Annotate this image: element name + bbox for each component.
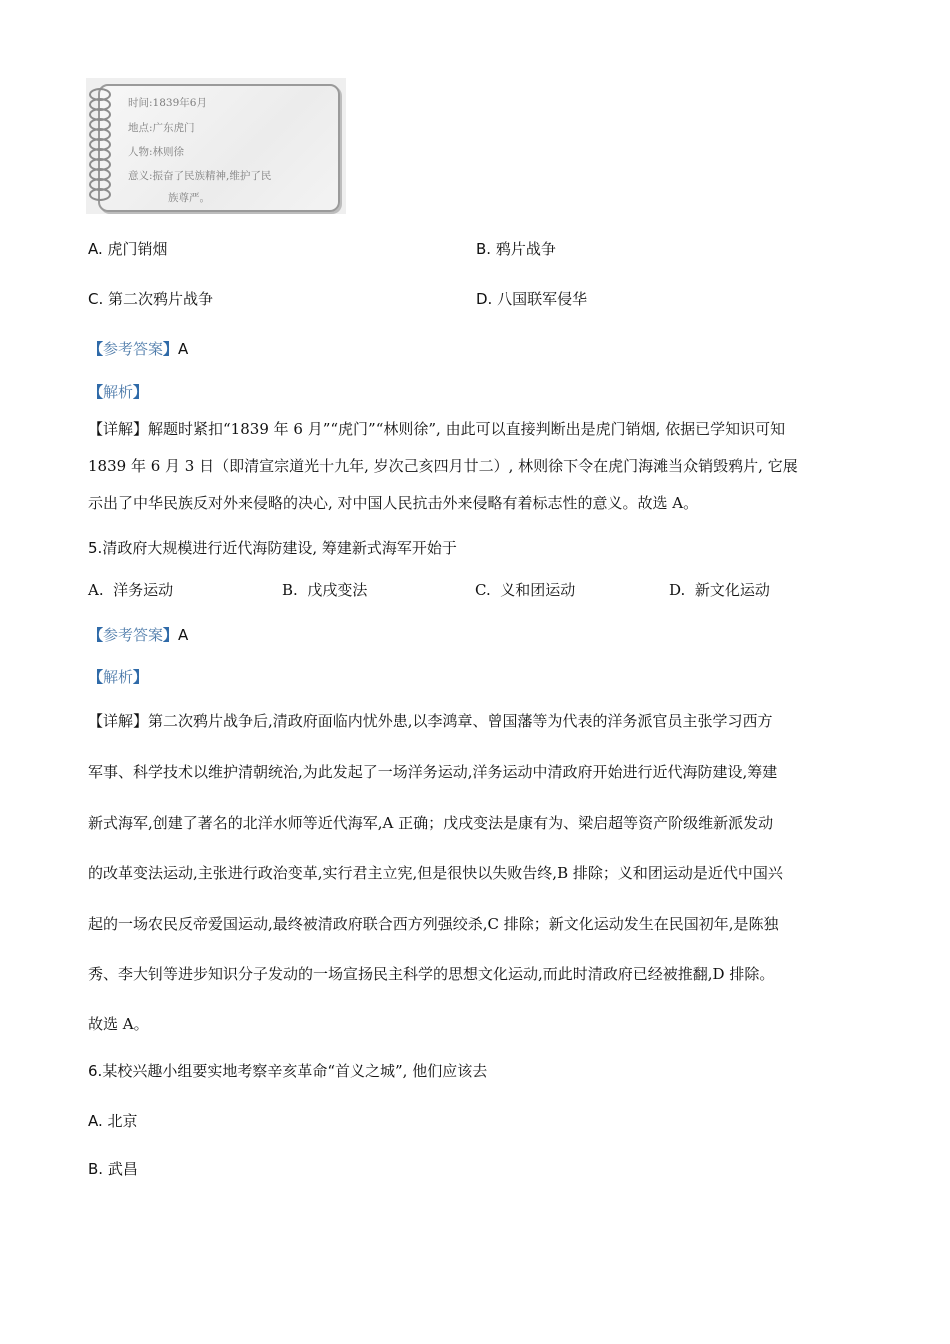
q5-option-c[interactable] [475, 579, 575, 600]
question-text: 清政府大规模进行近代海防建设, 筹建新式海军开始于 [102, 539, 457, 557]
notebook-line-place: 地点:广东虎门 [128, 122, 195, 134]
option-letter: C. [88, 290, 104, 308]
detail-text: 第二次鸦片战争后,清政府面临内忧外患,以李鸿章、曾国藩等为代表的洋务派官员主张学习西方 [148, 712, 773, 730]
q5-detail-line-2: 军事、科学技术以维护清朝统治,为此发起了一场洋务运动,洋务运动中清政府开始进行近代海防建设,筹建 [88, 763, 778, 781]
question-number: 5. [88, 539, 103, 557]
q4-option-a[interactable] [88, 238, 168, 259]
option-text: 北京 [107, 1112, 138, 1130]
q4-option-d[interactable] [476, 288, 587, 309]
option-text: 八国联军侵华 [497, 290, 588, 308]
notebook-image [86, 78, 346, 214]
option-letter: D. [669, 581, 686, 599]
answer-label: 参考答案 [103, 626, 164, 644]
q6-question [88, 1060, 487, 1081]
analysis-label: 解析 [103, 668, 134, 686]
detail-text: 解题时紧扣“1839 年 6 月”“虎门”“林则徐”, 由此可以直接判断出是虎门销烟, 依据已学知识可知 [148, 420, 786, 438]
q6-option-b[interactable] [88, 1158, 138, 1179]
q5-detail-line-6: 秀、李大钊等进步知识分子发动的一场宣扬民主科学的思想文化运动,而此时清政府已经被推翻,D 排除。 [88, 965, 775, 983]
q5-detail-line-4: 的改革变法运动,主张进行政治变革,实行君主立宪,但是很快以失败告终,B 排除；义和团运动是近代中国兴 [88, 864, 783, 882]
option-text: 戊戌变法 [307, 581, 368, 599]
option-text: 鸦片战争 [495, 240, 556, 258]
q6-option-a[interactable] [88, 1110, 138, 1131]
q4-detail-line-2: 1839 年 6 月 3 日（即清宣宗道光十九年, 岁次己亥四月廿二）, 林则徐下令在虎门海滩当众销毁鸦片, 它展 [88, 457, 798, 475]
q4-option-c[interactable] [88, 288, 213, 309]
option-letter: A. [88, 1112, 103, 1130]
option-text: 武昌 [107, 1160, 138, 1178]
notebook-line-meaning-cont: 族尊严。 [168, 192, 210, 204]
q4-analysis-heading [88, 381, 148, 402]
q5-question [88, 537, 457, 558]
option-letter: B. [476, 240, 492, 258]
option-letter: B. [88, 1160, 104, 1178]
detail-label: 【详解】 [88, 420, 149, 438]
bracket-open: 【 [88, 668, 104, 686]
q5-detail-line-5: 起的一场农民反帝爱国运动,最终被清政府联合西方列强绞杀,C 排除；新文化运动发生在民国初年,是陈独 [88, 915, 779, 933]
q5-detail-line-1 [88, 710, 773, 731]
bracket-open: 【 [88, 340, 104, 358]
q5-answer [88, 624, 188, 645]
q4-detail-line-1 [88, 418, 785, 439]
option-letter: A. [88, 581, 104, 599]
option-text: 新文化运动 [694, 581, 770, 599]
q5-option-a[interactable] [88, 579, 173, 600]
notebook-line-meaning: 意义:振奋了民族精神,维护了民 [128, 170, 272, 182]
analysis-label: 解析 [103, 383, 134, 401]
notebook-line-time: 时间:1839年6月 [128, 97, 207, 109]
option-text: 洋务运动 [113, 581, 174, 599]
option-letter: D. [476, 290, 493, 308]
bracket-close: 】 [133, 383, 149, 401]
spiral-rings-icon [89, 88, 111, 204]
question-number: 6. [88, 1062, 103, 1080]
q4-detail-line-3: 示出了中华民族反对外来侵略的决心, 对中国人民抗击外来侵略有着标志性的意义。故选 A。 [88, 494, 699, 512]
bracket-close: 】 [163, 340, 179, 358]
q4-option-b[interactable] [476, 238, 556, 259]
q5-detail-line-7: 故选 A。 [88, 1015, 149, 1033]
answer-label: 参考答案 [103, 340, 164, 358]
bracket-close: 】 [163, 626, 179, 644]
option-text: 义和团运动 [500, 581, 576, 599]
option-letter: B. [282, 581, 298, 599]
detail-label: 【详解】 [88, 712, 149, 730]
q5-detail-line-3: 新式海军,创建了著名的北洋水师等近代海军,A 正确；戊戌变法是康有为、梁启超等资产阶级维新派发动 [88, 814, 774, 832]
q5-option-b[interactable] [282, 579, 367, 600]
q5-analysis-heading [88, 666, 148, 687]
answer-value: A [178, 340, 189, 358]
question-text: 某校兴趣小组要实地考察辛亥革命“首义之城”, 他们应该去 [102, 1062, 488, 1080]
answer-value: A [178, 626, 189, 644]
bracket-open: 【 [88, 383, 104, 401]
notebook-line-person: 人物:林则徐 [128, 146, 185, 158]
option-text: 第二次鸦片战争 [108, 290, 214, 308]
q5-option-d[interactable] [669, 579, 770, 600]
option-text: 虎门销烟 [107, 240, 168, 258]
option-letter: A. [88, 240, 103, 258]
option-letter: C. [475, 581, 491, 599]
bracket-close: 】 [133, 668, 149, 686]
bracket-open: 【 [88, 626, 104, 644]
q4-answer [88, 338, 188, 359]
